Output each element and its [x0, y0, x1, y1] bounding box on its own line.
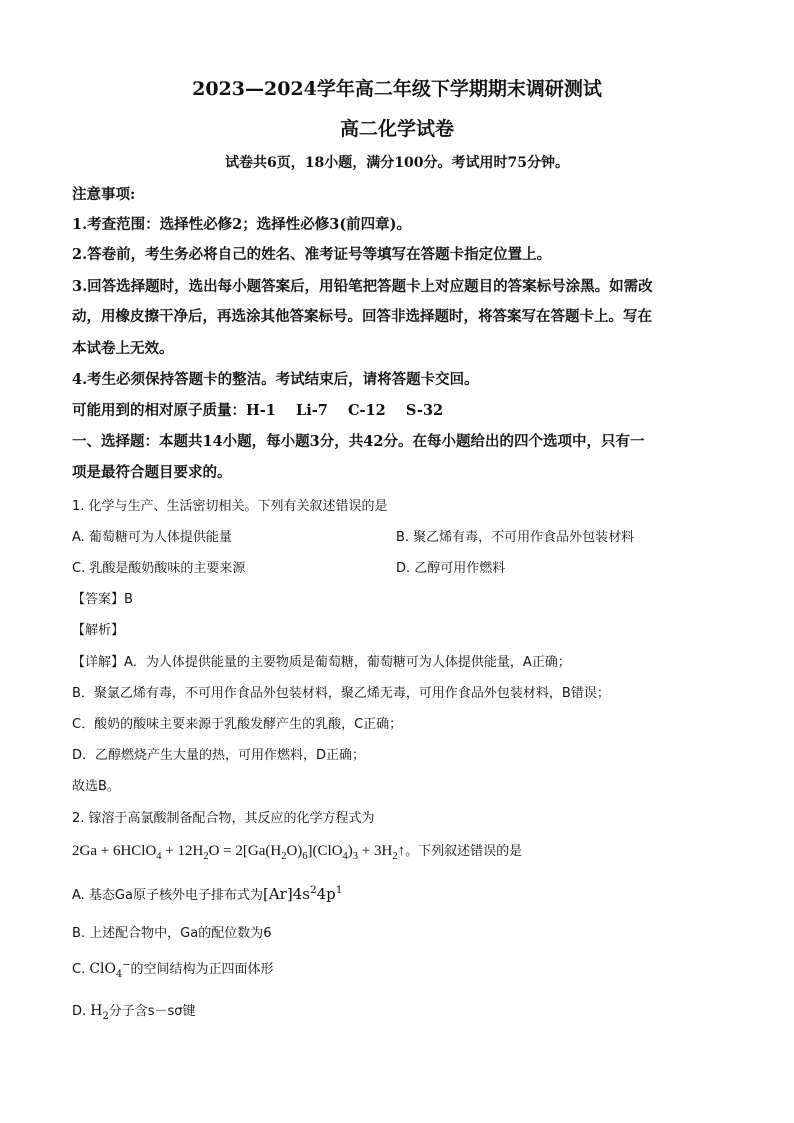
- section-heading-line1: 一、选择题：本题共14小题，每小题3分，共42分。在每小题给出的四个选项中，只有一: [72, 433, 645, 450]
- q1-explain-b: B．聚氯乙烯有毒，不可用作食品外包装材料，聚乙烯无毒，可用作食品外包装材料，B错误；: [72, 686, 610, 701]
- q2-option-c: [72, 958, 273, 980]
- section-heading-line2: 项是最符合题目要求的。: [72, 464, 232, 481]
- q1-explain-d: D．乙醇燃烧产生大量的热，可用作燃料，D正确；: [72, 748, 366, 763]
- q2-stem-tail: 。下列叙述错误的是: [405, 844, 523, 859]
- exam-subject-title: 高二化学试卷: [339, 118, 454, 140]
- q2-stem: 2. 镓溶于高氯酸制备配合物，其反应的化学方程式为: [72, 811, 375, 826]
- q1-option-b: B. 聚乙烯有毒，不可用作食品外包装材料: [396, 530, 635, 545]
- q2-option-c-text: 的空间结构为正四面体形: [130, 962, 274, 977]
- note-3-line2: 动，用橡皮擦干净后，再选涂其他答案标号。回答非选择题时，将答案写在答题卡上。写在: [72, 308, 652, 325]
- note-3-line1: 3.回答选择题时，选出每小题答案后，用铅笔把答题卡上对应题目的答案标号涂黑。如需改: [72, 278, 653, 295]
- note-2: 2.答卷前，考生务必将自己的姓名、准考证号等填写在答题卡指定位置上。: [72, 246, 552, 263]
- chemical-equation: 2Ga + 6HClO$_4$ + $12H_2O = 2[Ga(H_2O)_6](ClO_4)_3$ + $3H_2↑$: [72, 843, 406, 862]
- q2-option-d-label: D.: [72, 1004, 91, 1019]
- q2-option-a: [72, 884, 342, 903]
- q1-stem: 1. 化学与生产、生活密切相关。下列有关叙述错误的是: [72, 499, 388, 514]
- q1-answer: 【答案】B: [72, 592, 133, 607]
- q1-conclusion: 故选B。: [72, 779, 120, 794]
- hydrogen-molecule: $H_2$: [90, 1003, 109, 1022]
- q2-option-c-label: C.: [72, 962, 90, 977]
- q1-option-a: A. 葡萄糖可为人体提供能量: [72, 530, 232, 545]
- q2-equation: [72, 840, 522, 862]
- q2-option-d-text: 分子含s－sσ键: [108, 1004, 196, 1019]
- q2-option-d: [72, 1000, 196, 1022]
- exam-title: 2023—2024学年高二年级下学期期末调研测试: [192, 78, 602, 100]
- q1-explain-c: C．酸奶的酸味主要来源于乳酸发酵产生的乳酸，C正确；: [72, 717, 403, 732]
- q2-option-b: B. 上述配合物中，Ga的配位数为6: [72, 926, 272, 941]
- exam-subtitle: 试卷共6页，18小题，满分100分。考试用时75分钟。: [225, 155, 569, 171]
- q2-option-a-text: A. 基态Ga原子核外电子排布式为: [72, 888, 263, 903]
- electron-config: $[Ar]4s^24p^1$: [262, 884, 343, 903]
- q1-option-c: C. 乳酸是酸奶酸味的主要来源: [72, 561, 246, 576]
- note-4: 4.考生必须保持答题卡的整洁。考试结束后，请将答题卡交回。: [72, 371, 479, 388]
- atomic-masses: 可能用到的相对原子质量：H-1 Li-7 C-12 S-32: [72, 402, 444, 419]
- notes-heading: 注意事项:: [72, 186, 136, 203]
- q1-analysis-label: 【解析】: [72, 623, 125, 638]
- q1-option-d: D. 乙醇可用作燃料: [396, 561, 506, 576]
- perchlorate-ion: ClO$_4$−: [89, 959, 131, 980]
- note-1: 1.考查范围：选择性必修2；选择性必修3(前四章)。: [72, 216, 412, 233]
- q1-detail: 【详解】A．为人体提供能量的主要物质是葡萄糖，葡萄糖可为人体提供能量，A正确；: [72, 655, 571, 670]
- note-3-line3: 本试卷上无效。: [72, 340, 174, 357]
